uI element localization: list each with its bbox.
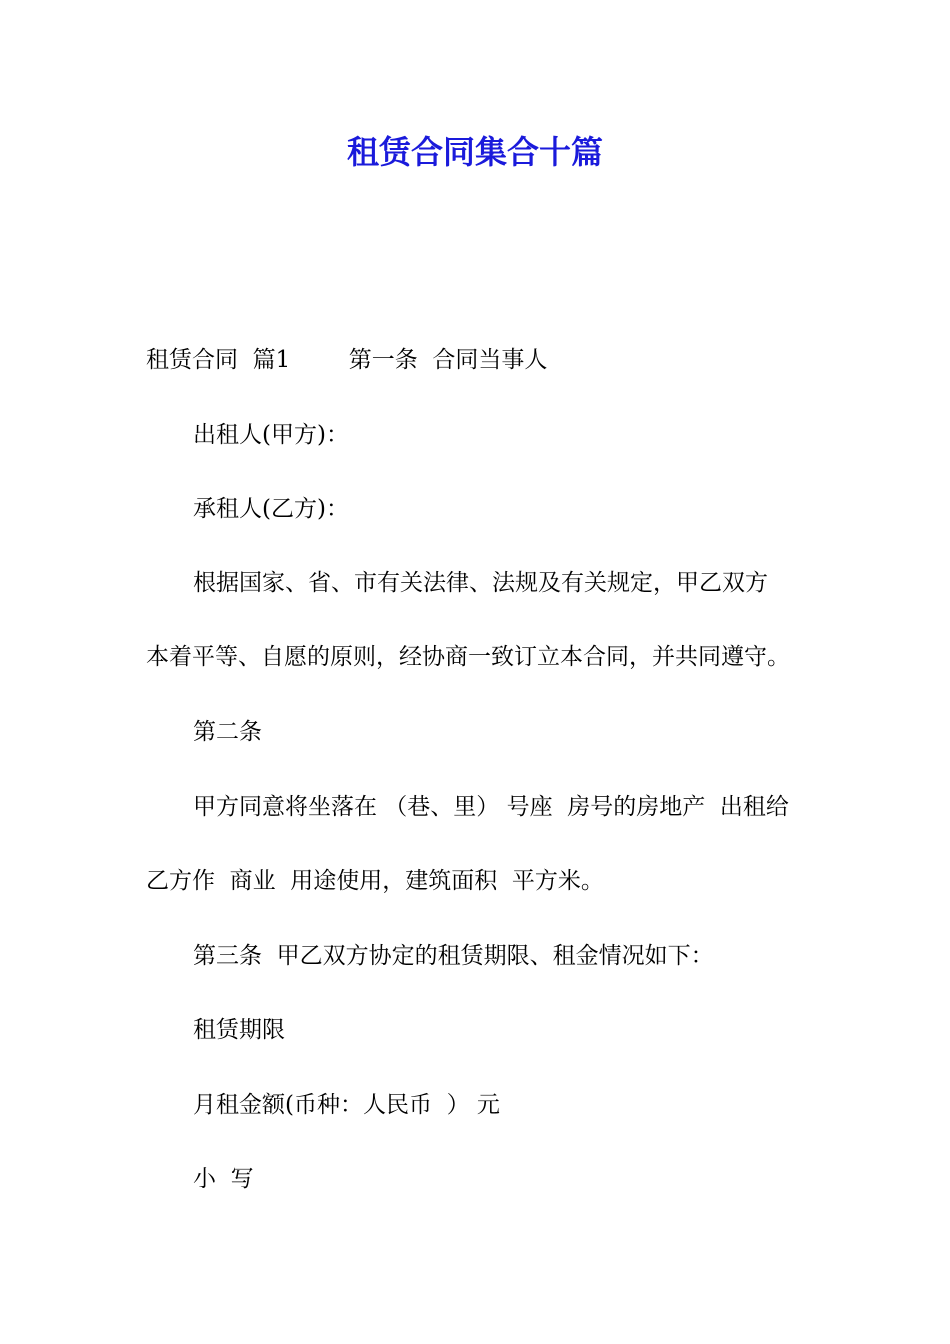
paragraph-basis-line-1: 根据国家、省、市有关法律、法规及有关规定，甲乙双方 bbox=[193, 570, 768, 596]
paragraph-lease-term: 租赁期限 bbox=[193, 1017, 285, 1043]
paragraph-premises-line-1: 甲方同意将坐落在 （巷、里） 号座 房号的房地产 出租给 bbox=[193, 794, 789, 820]
paragraph-monthly-rent: 月租金额(币种：人民币 ） 元 bbox=[193, 1092, 500, 1118]
paragraph-lessor: 出租人(甲方)： bbox=[193, 422, 349, 448]
paragraph-lessee: 承租人(乙方)： bbox=[193, 496, 349, 522]
page-title: 租赁合同集合十篇 bbox=[346, 133, 603, 171]
paragraph-premises-line-2: 乙方作 商业 用途使用，建筑面积 平方米。 bbox=[146, 868, 604, 894]
paragraph-basis-line-2: 本着平等、自愿的原则，经协商一致订立本合同，并共同遵守。 bbox=[146, 644, 790, 670]
paragraph-amount-lowercase: 小 写 bbox=[193, 1166, 254, 1192]
paragraph-article-3: 第三条 甲乙双方协定的租赁期限、租金情况如下： bbox=[193, 943, 714, 969]
paragraph-article-2: 第二条 bbox=[193, 719, 262, 745]
paragraph-heading-article-1: 租赁合同 篇1 第一条 合同当事人 bbox=[146, 347, 548, 373]
